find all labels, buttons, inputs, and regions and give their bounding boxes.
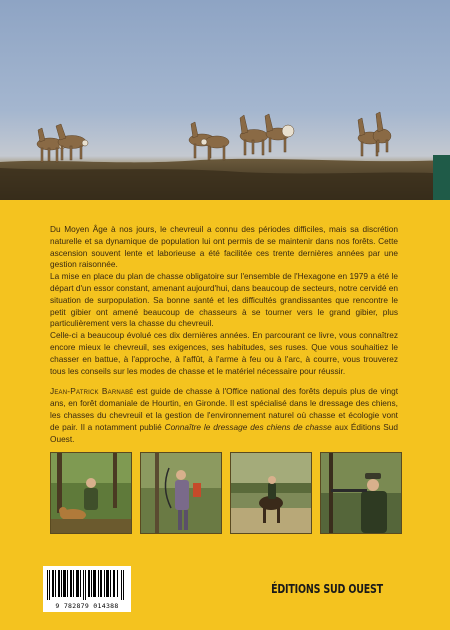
author-bio [50, 386, 398, 445]
author-bio-part1: est guide de chasse à l'Office national des forêts depuis plus de vingt ans, en forêt domaniale de Hourtin, en Gironde. Il est spécialisé dans le dressage des chiens, les chasses du chevreuil et la gestion de l'environnement naturel où chasse et écologie vont de pair. Il a notamment publié [50, 386, 399, 432]
barcode-bars-icon [47, 570, 127, 600]
archer-hunter-photo [140, 452, 222, 534]
cover-photo-deer-herd [0, 0, 450, 200]
rifle-hunter-photo [320, 452, 402, 534]
author-book-title: Connaître le dressage des chiens de chasse [164, 421, 332, 432]
deer-herd-illustration [0, 0, 450, 200]
paragraph-hunting-plan: La mise en place du plan de chasse obligatoire sur l'ensemble de l'Hexagone en 1979 a été le départ d'un essor constant, amenant aujourd'hui, dans beaucoup de secteurs, notre cervidé en situation de surpopulation. Sa bonne santé et les difficultés grandissantes que rencontre le petit gibier ont amené beaucoup de chasseurs à se tourner vers le grand gibier, plus particulièrement vers la chasse du chevreuil. [50, 271, 398, 329]
paragraph-intro: Du Moyen Âge à nos jours, le chevreuil a connu des périodes difficiles, mais sa discrétion naturelle et sa dynamique de population lui ont permis de se maintenir dans nos forêts. Cette ascension souvent lente et laborieuse a été facilitée ces trente dernières années par une gestion raisonnée. [50, 224, 398, 270]
hunter-with-dog-photo [50, 452, 132, 534]
isbn-number: 9 782879 014388 [55, 602, 119, 610]
photo-strip [50, 452, 400, 532]
author-name: Jean-Patrick Barnabé [50, 386, 134, 397]
paragraph-book-content: Celle-ci a beaucoup évolué ces dix dernières années. En parcourant ce livre, vous connaîtrez encore mieux le chevreuil, ses exigences, ses habitudes, ses ruses. Que vous souhaitiez le chasser en battue, à l'approche, à l'affût, à l'arme à feu ou à l'arc, à courre, vous trouverez tous les conseils sur les modes de chasse et le matériel nécessaire pour réussir. [50, 330, 398, 376]
author-bio-part2: aux Éditions Sud Ouest. [50, 421, 399, 444]
publisher-logo: ÉDITIONS SUD OUEST [271, 582, 383, 597]
back-cover-text [50, 224, 398, 445]
isbn-barcode [43, 566, 131, 612]
horse-rider-hunt-photo [230, 452, 312, 534]
